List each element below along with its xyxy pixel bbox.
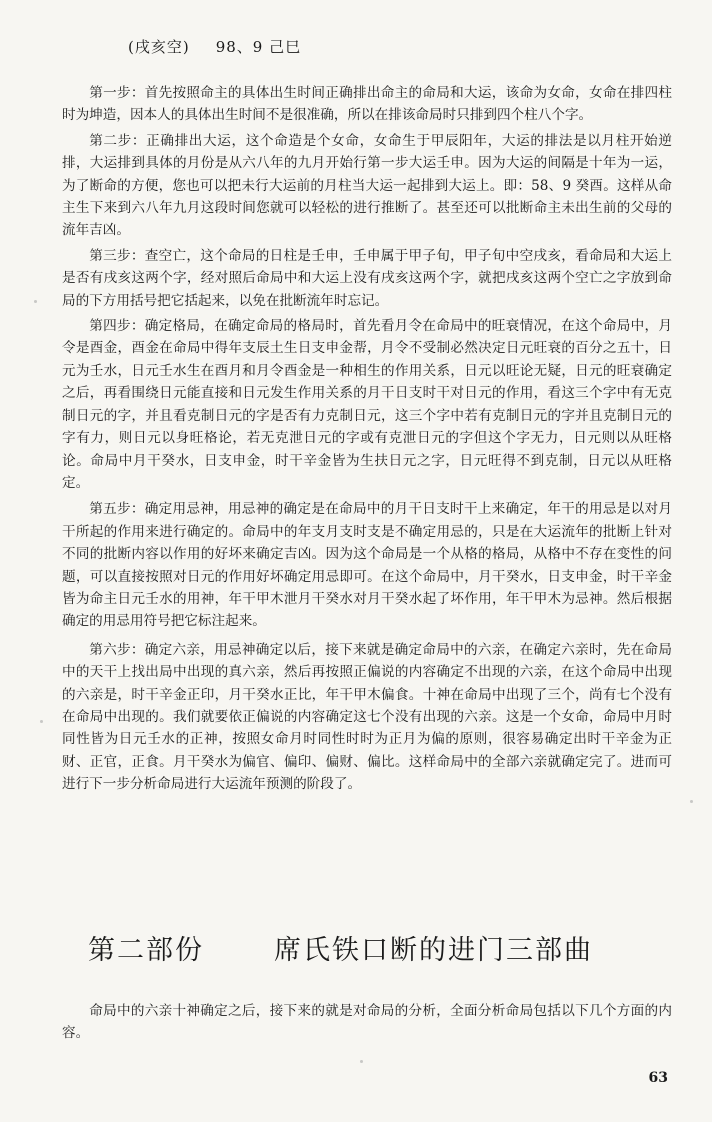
step-6-paragraph: 第六步：确定六亲，用忌神确定以后，接下来就是确定命局中的六亲，在确定六亲时，先在命局中的天干上找出局中出现的真六亲，然后再按照正偏说的内容确定不出现的六亲，在这个命局中出现的六亲是，时干辛金正印，月干癸水正比，年干甲木偏食。十神在命局中出现了三个，尚有七个没有在命局中出现的。我们就要依正偏说的内容确定这七个没有出现的六亲。这是一个女命，命局中月时同性皆为日元壬水的正神，按照女命月时同性时时为正月为偏的原则，很容易确定出时干辛金为正财、正官，正食。月干癸水为偏官、偏印、偏财、偏比。这样命局中的全部六亲就确定完了。进而可进行下一步分析命局进行大运流年预测的阶段了。 — [62, 641, 672, 793]
step-5-paragraph: 第五步：确定用忌神，用忌神的确定是在命局中的月干日支时干上来确定，年干的用忌是以对月干所起的作用来进行确定的。命局中的年支月支时支是不确定用忌的，只是在大运流年的批断上针对不同的批断内容以作用的好坏来确定吉凶。因为这个命局是一个从格的格局，从格中不存在变性的问题，可以直接按照对日元的作用好坏确定用忌即可。在这个命局中，月干癸水，日支申金，时干辛金皆为命主日元壬水的用神，年干甲木泄月干癸水对月干癸水起了坏作用，年干甲木为忌神。然后根据确定的用忌用符号把它标注起来。 — [62, 501, 672, 630]
scan-speck — [34, 300, 37, 303]
steps-body — [62, 82, 672, 799]
intro-paragraph: 命局中的六亲十神确定之后，接下来的就是对命局的分析，全面分析命局包括以下几个方面的内容。 — [62, 1003, 672, 1042]
dayun-entry: 98、9 己巳 — [215, 38, 302, 56]
scan-speck — [360, 1060, 363, 1063]
part-intro — [62, 1000, 672, 1045]
kongwang-note: (戌亥空) — [128, 38, 190, 56]
page-number: 63 — [648, 1070, 668, 1086]
step-1-paragraph: 第一步：首先按照命主的具体出生时间正确排出命主的命局和大运，该命为女命，女命在排四柱时为坤造，因本人的具体出生时间不是很准确，所以在排该命局时只排到四个柱八个字。 — [62, 85, 672, 124]
scan-speck — [40, 720, 43, 723]
part-heading — [88, 928, 593, 967]
step-3-paragraph: 第三步：查空亡，这个命局的日柱是壬申，壬申属于甲子旬，甲子旬中空戌亥，看命局和大运上是否有戌亥这两个字，经对照后命局中和大运上没有戌亥这两个字，就把戌亥这两个空亡之字放到命局的下方用括号把它括起来，以免在批断流年时忘记。 — [62, 247, 672, 309]
step-2-paragraph: 第二步：正确排出大运，这个命造是个女命，女命生于甲辰阳年，大运的排法是以月柱开始逆排，大运排到具体的月份是从六八年的九月开始行第一步大运壬申。因为大运的间隔是十年为一运，为了断命的方便，您也可以把未行大运前的月柱当大运一起排到大运上。即：58、9 癸酉。这样从命主生下来到六八年九月这段时间您就可以轻松的进行推断了。甚至还可以批断命主未出生前的父母的流年吉凶。 — [62, 132, 672, 239]
part-number: 第二部份 — [88, 935, 204, 966]
kongwang-dayun-line — [128, 36, 301, 57]
part-title: 席氏铁口断的进门三部曲 — [274, 935, 593, 966]
step-4-paragraph: 第四步：确定格局，在确定命局的格局时，首先看月令在命局中的旺衰情况，在这个命局中，月令是酉金，酉金在命局中得年支辰土生日支申金帮，月令不受制必然决定日元旺衰的百分之五十，日元为壬水，日元壬水生在酉月和月令酉金是一种相生的作用关系，日元以旺论无疑，日元的旺衰确定之后，再看围绕日元能直接和日元发生作用关系的月干日支时干对日元的作用，看这三个字中有无克制日元的字，并且看克制日元的字是否有力克制日元，这三个字中若有克制日元的字并且克制日元的字有力，则日元以身旺格论，若无克泄日元的字或有克泄日元的字但这个字无力，日元则以从旺格论。命局中月干癸水，日支申金，时干辛金皆为生扶日元之字，日元旺得不到克制，日元以从旺格定。 — [62, 318, 672, 491]
scan-speck — [690, 800, 693, 803]
